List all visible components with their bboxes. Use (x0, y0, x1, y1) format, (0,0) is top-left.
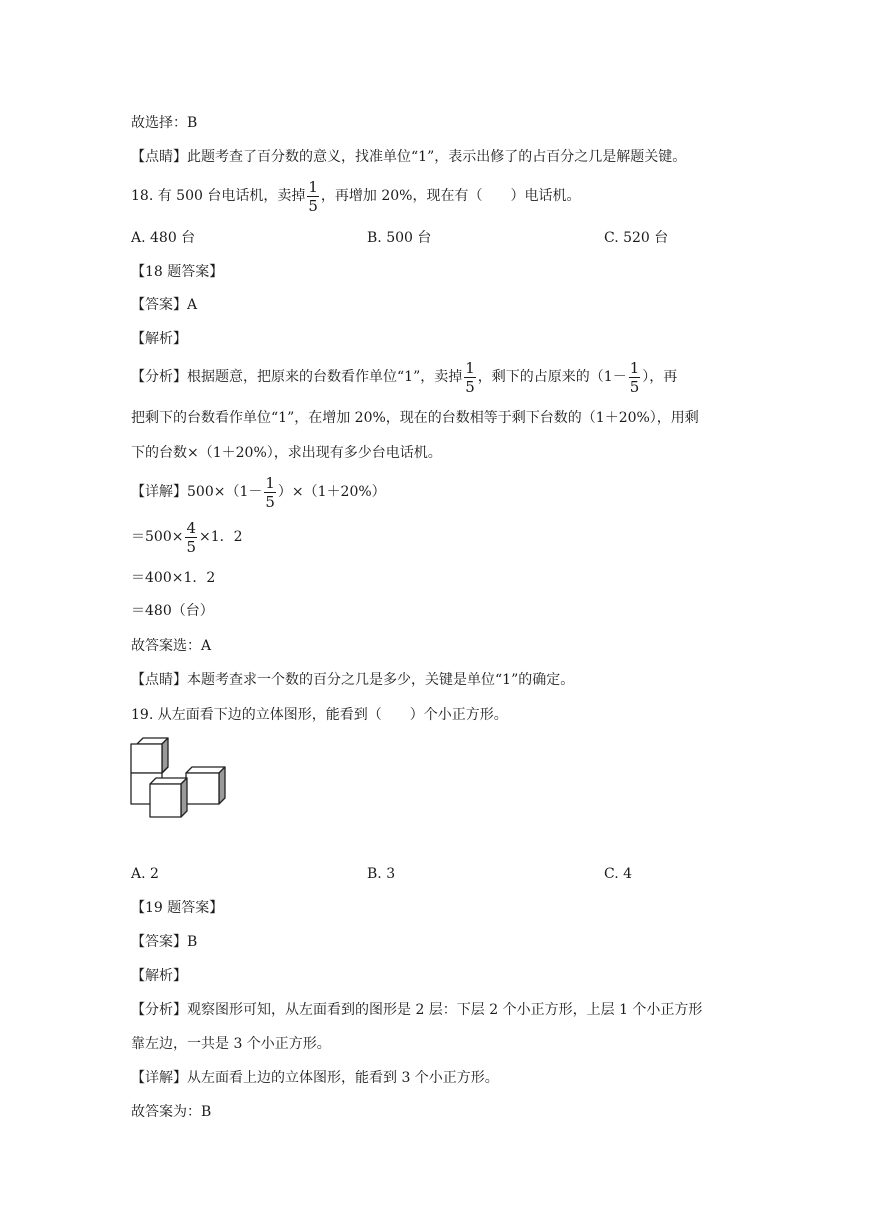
analysis-19-line2: 靠左边，一共是 3 个小正方形。 (131, 1036, 331, 1052)
analysis-19-line1: 【分析】观察图形可知，从左面看到的图形是 2 层：下层 2 个小正方形，上层 1 个小正方形 (131, 1002, 703, 1018)
q18-option-c: C. 520 台 (604, 230, 669, 246)
q18-option-a: A. 480 台 (131, 230, 196, 246)
q19-option-a: A. 2 (131, 866, 159, 882)
fraction-four-fifths: $\frac{4}{5}$ (186, 518, 196, 556)
cube-figure (130, 736, 230, 818)
q18-stem-part2: ，再增加 20%，现在有（ ）电话机。 (320, 188, 581, 204)
q19-option-c: C. 4 (604, 866, 633, 882)
conclusion-19: 故答案为：B (131, 1104, 212, 1120)
answer-18-header: 【18 题答案】 (131, 264, 224, 280)
analysis-18-label: 【解析】 (131, 331, 187, 347)
comment-18: 【点睛】本题考查求一个数的百分之几是多少，关键是单位“1”的确定。 (131, 672, 575, 688)
question-19-stem: 19. 从左面看下边的立体图形，能看到（ ）个小正方形。 (131, 707, 508, 723)
cube-back-right (186, 767, 225, 804)
question-18-stem (131, 172, 580, 220)
analysis-18-line3: 下的台数×（1＋20%），求出现有多少台电话机。 (131, 445, 442, 461)
fraction-one-fifth: $\frac{1}{5}$ (265, 473, 275, 511)
analysis-18-line1: 【分析】根据题意，把原来的台数看作单位“1”，卖掉 $\frac{1}{5}$ ，剩下的占原来的（1－ $\frac{1}{5}$ ），再 (131, 358, 678, 396)
comment-17: 【点睛】此题考查了百分数的意义，找准单位“1”，表示出修了的占百分之几是解题关键。 (131, 149, 687, 165)
detail-18-line4: ＝480（台） (131, 603, 214, 619)
conclusion-17: 故选择：B (131, 115, 198, 131)
analysis-19-label: 【解析】 (131, 968, 187, 984)
answer-19-header: 【19 题答案】 (131, 900, 224, 916)
fraction-one-fifth: $\frac{1}{5}$ (629, 358, 640, 396)
detail-18-line1: 【详解】500×（1－ $\frac{1}{5}$ ）×（1＋20%） (131, 473, 386, 511)
detail-18-line3: ＝400×1．2 (131, 570, 216, 586)
answer-19: 【答案】B (131, 934, 198, 950)
answer-18: 【答案】A (131, 297, 198, 313)
detail-18-line2: ＝500× $\frac{4}{5}$ ×1．2 (131, 518, 243, 556)
fraction-one-fifth: $\frac{1}{5}$ (465, 358, 475, 396)
analysis-18-line2: 把剩下的台数看作单位“1”，在增加 20%，现在的台数相等于剩下台数的（1＋20%），用剩 (131, 410, 699, 426)
q19-option-b: B. 3 (367, 866, 396, 882)
q18-stem-part1: 18. 有 500 台电话机，卖掉 (131, 188, 306, 204)
cube-top-left (131, 738, 168, 773)
detail-19: 【详解】从左面看上边的立体图形，能看到 3 个小正方形。 (131, 1070, 499, 1086)
cube-front-middle (150, 778, 187, 817)
fraction-one-fifth: $\frac{1}{5}$ (308, 177, 318, 215)
conclusion-18: 故答案选：A (131, 638, 212, 654)
q18-option-b: B. 500 台 (367, 230, 432, 246)
